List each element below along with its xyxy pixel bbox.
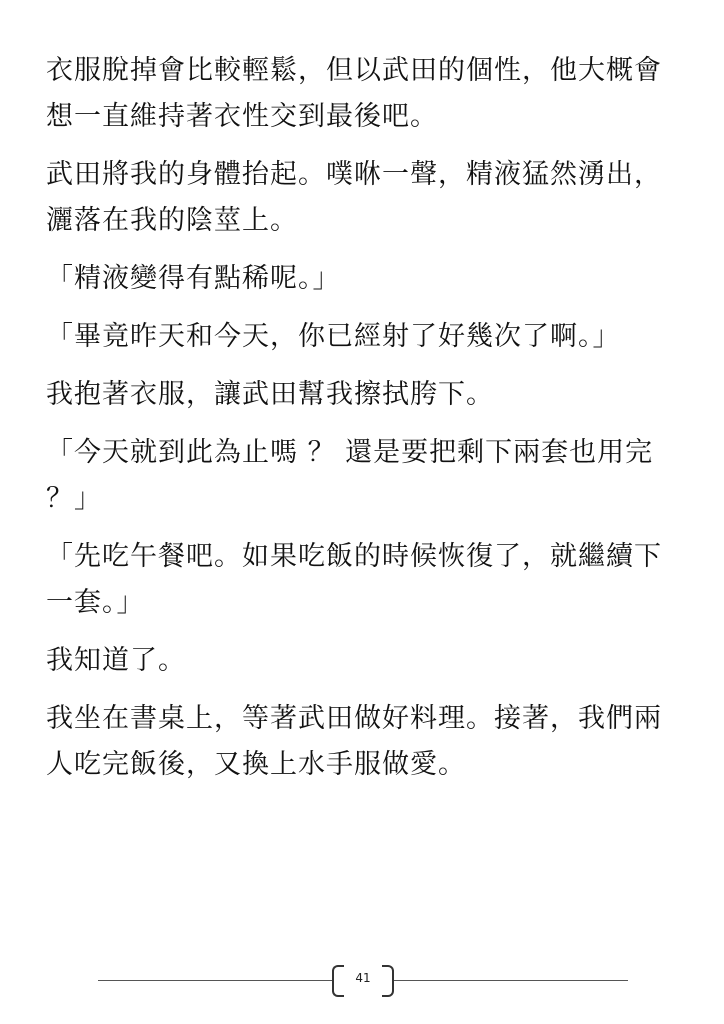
paragraph-7: 「先吃午餐吧。如果吃飯的時候恢復了，就繼續下一套。」 <box>46 541 662 618</box>
paragraph-1: 衣服脫掉會比較輕鬆，但以武田的個性，他大概會想一直維持著衣性交到最後吧。 <box>46 55 662 132</box>
paragraph-4: 「畢竟昨天和今天，你已經射了好幾次了啊。」 <box>46 321 621 352</box>
paragraph-6: 「今天就到此為止嗎 ？ 還是要把剩下兩套也用完 ？」 <box>46 437 663 514</box>
paragraph-9: 我坐在書桌上，等著武田做好料理。接著，我們兩人吃完飯後，又換上水手服做愛。 <box>46 703 662 780</box>
page-number: 41 <box>355 971 371 985</box>
page-footer <box>98 965 628 995</box>
paragraph-8: 我知道了。 <box>46 645 186 676</box>
paragraph-5: 我抱著衣服，讓武田幫我擦拭胯下。 <box>46 379 494 410</box>
paragraph-2: 武田將我的身體抬起。噗咻一聲，精液猛然湧出，灑落在我的陰莖上。 <box>46 159 662 236</box>
page-body <box>46 48 666 800</box>
footer-rule-right <box>394 980 628 981</box>
paragraph-3: 「精液變得有點稀呢。」 <box>46 263 341 294</box>
footer-bracket-right <box>382 965 394 997</box>
footer-rule-left <box>98 980 332 981</box>
